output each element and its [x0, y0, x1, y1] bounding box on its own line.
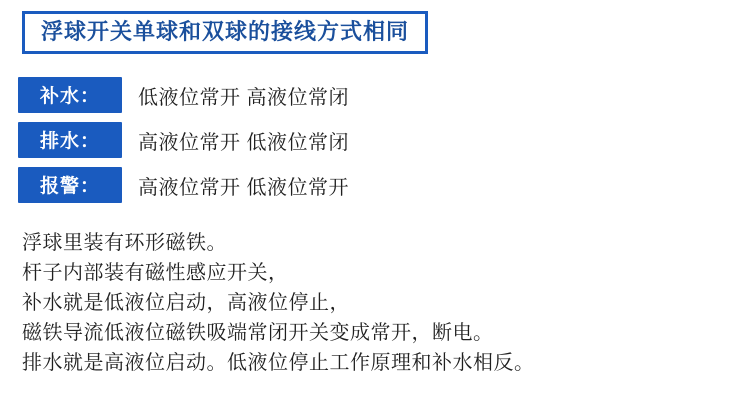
mode-list: [18, 78, 718, 213]
mode-tag-label: 补水：: [18, 77, 122, 113]
mode-tag-label: 排水：: [18, 122, 122, 158]
mode-row: [18, 123, 718, 157]
mode-description: 高液位常开 低液位常开: [138, 176, 350, 199]
mode-description: 高液位常开 低液位常闭: [138, 131, 350, 154]
mode-row: [18, 78, 718, 112]
mode-row: [18, 168, 718, 202]
note-line: 补水就是低液位启动，高液位停止，: [22, 292, 350, 314]
note-line: 磁铁导流低液位磁铁吸端常闭开关变成常开，断电。: [22, 322, 494, 344]
mode-description: 低液位常开 高液位常闭: [138, 86, 350, 109]
page-title: 浮球开关单球和双球的接线方式相同: [41, 19, 410, 44]
note-line: 杆子内部装有磁性感应开关，: [22, 262, 289, 284]
notes-block: [22, 228, 732, 378]
mode-tag-label: 报警：: [18, 167, 122, 203]
title-box: [22, 11, 428, 54]
note-line: 浮球里装有环形磁铁。: [22, 232, 227, 254]
note-line: 排水就是高液位启动。低液位停止工作原理和补水相反。: [22, 352, 535, 374]
